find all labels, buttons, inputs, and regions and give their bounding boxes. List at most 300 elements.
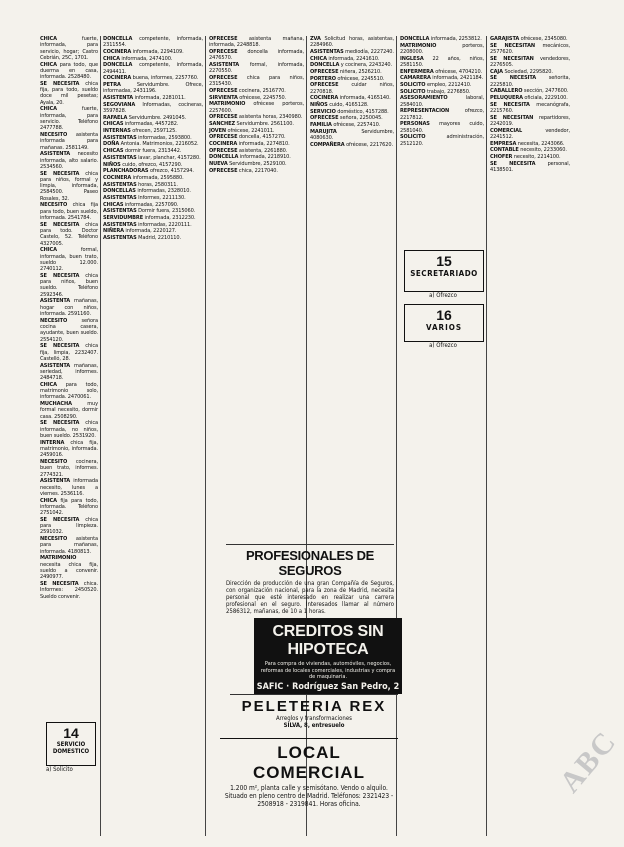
classified-item <box>103 208 203 214</box>
classified-item-text: repartidores, 2242019. <box>490 114 570 127</box>
classified-item-text: necesito informada, alto salario. 2534560. <box>40 151 98 170</box>
classified-item-text: chica informada, no niños, buen sueldo. 2531920. <box>40 420 98 440</box>
classified-item-head: CHICA <box>40 36 57 42</box>
classified-column-1 <box>40 36 98 836</box>
classified-item <box>40 382 98 401</box>
section-subtitle-varios: a) Ofrezco <box>429 342 457 349</box>
classified-item-text: niñera, 2526210. <box>338 69 382 76</box>
classified-item-head: INGLESA <box>400 55 424 62</box>
classified-item <box>310 122 394 128</box>
classified-item <box>103 182 203 188</box>
classified-item-text: doncella informada, 2476570. <box>209 48 304 62</box>
classified-item-head: CAJA <box>490 68 503 75</box>
ad-peleteria-address: SILVA, 8, entresuelo <box>283 722 345 729</box>
classified-item-text: cuido, 4165128. <box>327 102 369 109</box>
classified-item-head: CABALLERO <box>490 88 523 95</box>
classified-item <box>209 161 304 167</box>
classified-item-head: SE NECESITA <box>40 581 79 587</box>
classified-item-head: CONTABLE <box>490 147 519 154</box>
column-rule <box>100 36 101 836</box>
classified-item-head: NIÑOS <box>310 102 328 109</box>
classified-item <box>490 128 570 141</box>
classified-item-head: ZVA <box>310 36 321 42</box>
classified-item-text: Sociedad, 2295820. <box>502 68 553 75</box>
classified-item-head: MARUJITA <box>310 128 337 135</box>
classified-item-text: necesito, 2233060. <box>518 147 567 154</box>
classified-item <box>310 109 394 115</box>
classified-item-head: DOÑA <box>103 141 120 148</box>
classified-item-head: CHICAS <box>103 148 124 155</box>
classified-item <box>310 95 394 101</box>
classified-item-text: chica fija para todo, buen sueldo, informada. 2541784. <box>40 202 98 222</box>
classified-item-text: chica fija, limpia, 2232407. Castelló, 28. <box>40 343 98 362</box>
classified-item-head: NECESITO <box>40 317 68 324</box>
classified-item-text: chica para niños, formal y limpia, informada, 2584500. Paseo Rosales, 32. <box>40 170 98 202</box>
classified-item <box>40 62 98 81</box>
classified-item-head: COMERCIAL <box>490 127 523 134</box>
classified-item <box>40 440 98 459</box>
classified-item-head: GARAJISTA <box>490 36 520 42</box>
classified-item-head: SE NECESITA <box>490 101 530 108</box>
classified-item <box>490 147 570 153</box>
classified-item-text: ofrécese, 2257410. <box>331 122 381 129</box>
classified-item <box>40 318 98 343</box>
ad-seguros-body: Dirección de producción de una gran Compañía de Seguros, con organización nacional, para la zona de Madrid, necesita personal que esté interesado en realizar una carrera profesional en el seguro. Interesados llamar al número 2586312, mañanas, de 10 a 1 horas. <box>226 580 394 615</box>
classified-item <box>40 459 98 478</box>
classified-item-text: mecanógrafa, 2215760. <box>490 101 571 114</box>
classified-item-text: y cocinera, 2243240. <box>339 62 393 69</box>
classified-item-head: NECESITO <box>40 132 68 139</box>
classified-item <box>40 498 98 517</box>
classified-item-head: OFRECESE <box>209 74 238 81</box>
classified-item-text: mecánicos, 2577620. <box>490 42 570 55</box>
classified-item <box>40 517 98 536</box>
classified-item-text: trabajo, 2276850. <box>425 88 471 95</box>
classified-item-text: asistenta informada para mañanas. 2581149. <box>40 132 98 151</box>
classified-item <box>209 88 304 94</box>
classified-item <box>103 56 203 62</box>
classified-item-text: informada, 2312230. <box>143 215 196 221</box>
classified-item <box>490 154 570 160</box>
classified-item <box>40 273 98 298</box>
classified-item-text: ofrezco, 4157294. <box>148 168 194 175</box>
classified-item-text: chica. Informes: 2450520. Sueldo convenir. <box>40 581 98 600</box>
classified-item <box>103 102 203 115</box>
classified-item-head: OFRECESE <box>209 87 238 94</box>
ad-seguros <box>226 544 394 615</box>
classified-item <box>400 108 484 121</box>
section-number: 16 <box>436 307 452 323</box>
classified-item <box>209 141 304 147</box>
classified-item-head: SE NECESITA <box>40 80 80 87</box>
classified-item <box>103 95 203 101</box>
classified-item-text: informada, 2281011. <box>133 95 186 102</box>
classified-item <box>209 114 304 120</box>
classified-item <box>40 202 98 221</box>
classified-item-head: ASISTENTA <box>40 362 71 369</box>
classified-item <box>40 81 98 106</box>
classified-item <box>103 115 203 121</box>
classified-item-head: NECESITO <box>40 459 68 466</box>
classified-item-text: vendedores, 2276505. <box>490 55 570 68</box>
classified-item-head: ASISTENTA <box>40 478 71 485</box>
ad-local-title: LOCAL COMERCIAL <box>253 743 365 782</box>
classified-item <box>103 162 203 168</box>
classified-item-text: fuerte, informada, para servicio, hogar; Castro Cebrián, 25C, 1701. <box>40 36 98 61</box>
classified-item-head: SE NECESITAN <box>490 55 534 62</box>
classified-item-text: fija para todo, informada. Teléfono 2751042. <box>40 497 98 517</box>
classified-item-head: MUCHACHA <box>40 401 72 408</box>
classified-column-5 <box>400 36 484 236</box>
classified-item <box>209 121 304 127</box>
ad-peleteria <box>230 694 398 735</box>
classified-item-head: CHICA <box>310 55 327 62</box>
ad-peleteria-body: Arreglos y transformaciones <box>276 715 352 722</box>
classified-item-head: COCINERA <box>310 95 339 102</box>
classified-item-head: ASISTENTAS <box>103 181 137 188</box>
classified-item-head: PLANCHADORAS <box>103 168 149 175</box>
classified-item-head: SE NECESITAN <box>490 42 535 49</box>
classified-item-head: CHICA <box>40 497 57 504</box>
classified-item <box>103 49 203 55</box>
classified-item <box>209 128 304 134</box>
section-title: SERVICIO DOMESTICO <box>52 741 90 755</box>
classified-item-head: NIÑERA <box>103 228 124 235</box>
ad-creditos: CREDITOS SIN HIPOTECA Para compra de viviendas, automóviles, negocios, reformas de locales comerciales, industrias y compra de maquinaria. SAFIC · Rodríguez San Pedro, 2 <box>254 618 402 694</box>
classified-item-head: NECESITO <box>40 536 68 543</box>
classified-item <box>103 121 203 127</box>
classified-item-text: chica, 2217040. <box>237 167 278 174</box>
classified-item <box>400 82 484 88</box>
classified-item-text: informada, 2421184. <box>430 75 484 82</box>
classified-item <box>310 62 394 68</box>
classified-item <box>40 106 98 131</box>
classified-item <box>103 128 203 134</box>
classified-item-text: informada, 2474100. <box>119 55 173 62</box>
classified-item-text: mañanas, hogar con niños, informada. 2591160. <box>40 298 98 318</box>
classified-item-head: ASISTENTAS <box>103 194 137 201</box>
classified-item-text: asistenta, 2261880. <box>237 147 288 154</box>
classified-item-head: SOLICITO <box>400 134 426 141</box>
classified-item-head: REPRESENTACION <box>400 108 450 115</box>
classified-item-text: informada, 2253812. <box>429 36 482 42</box>
classified-item-text: vendedor, 2241512. <box>490 127 570 140</box>
classified-item-text: formal, informada, 2270550. <box>209 61 304 75</box>
classified-item-head: MATRIMONIO <box>209 101 246 108</box>
classified-item <box>490 95 570 101</box>
classified-item-head: SE NECESITA <box>40 516 80 523</box>
classified-item-head: ASISTENTAS <box>103 221 137 228</box>
classified-item-head: COCINERA <box>103 48 132 55</box>
classified-item <box>400 75 484 81</box>
classified-item-text: ofrécese, 2217620. <box>344 141 393 148</box>
classified-item-text: cocinera, buen trato, informes. 2774321. <box>40 459 98 478</box>
section-title: SECRETARIADO <box>410 269 478 278</box>
classified-item-text: doncella, 4157270. <box>237 134 286 141</box>
classified-item <box>310 102 394 108</box>
classified-item <box>103 228 203 234</box>
classified-item-text: ofrécese, 2245750. <box>237 94 287 101</box>
classified-item-head: NUEVA <box>209 161 228 168</box>
classified-item-head: SE NECESITA <box>490 160 536 167</box>
classified-item-text: chica fija, para todo, sueldo doce mil pesetas; Ayala, 20. <box>40 80 98 106</box>
classified-item-head: SE NECESITA <box>40 170 80 177</box>
classified-item <box>400 43 484 56</box>
classified-item <box>209 36 304 49</box>
classified-item-head: SE NECESITA <box>40 343 80 350</box>
classified-item-head: OFRECESE <box>209 48 238 55</box>
classified-item <box>40 555 98 580</box>
classified-item <box>310 82 394 95</box>
classified-item-text: asistenta mañana, informada, 2248818. <box>209 36 304 49</box>
classified-item-text: competente, informada, 2494411. <box>103 62 203 75</box>
classified-item-head: SEGOVIANA <box>103 101 136 108</box>
classified-item-text: ofrecen, 2597125. <box>130 128 177 135</box>
classified-item-head: SOLICITO <box>400 82 426 89</box>
classified-item <box>310 76 394 82</box>
classified-item-head: CHICAS <box>103 121 124 128</box>
classified-item-head: JOVEN <box>209 127 227 134</box>
classified-item-text: necesita, 2243066. <box>516 140 565 147</box>
classified-item <box>40 420 98 439</box>
ad-creditos-body: Para compra de viviendas, automóviles, negocios, reformas de locales comerciales, industrias y compra de maquinaria. <box>260 661 396 681</box>
classified-item-text: informadas, 2220111. <box>136 221 192 228</box>
classified-item-text: informadas, 4457282. <box>123 121 179 128</box>
classified-item-text: horas, 2580311. <box>136 181 178 188</box>
classified-item-text: informada, 2274810. <box>237 141 290 148</box>
classified-item-text: doméstico, 4157288. <box>335 108 389 115</box>
classified-item <box>103 62 203 75</box>
classified-column-5-continued <box>400 350 484 836</box>
classified-item-head: OFRECESE <box>310 115 339 122</box>
classified-item-text: chica para todo. Doctor Castelo, 52. Teléfono 4327005. <box>40 221 98 247</box>
column-rule <box>205 36 206 836</box>
classified-item-head: SERVIDUMBRE <box>103 215 144 221</box>
classified-item-text: formal, informada, buen trato, sueldo 12.000. 2740112. <box>40 247 98 273</box>
classified-item <box>40 36 98 61</box>
classified-item <box>40 298 98 317</box>
classified-item <box>400 89 484 95</box>
classified-item-head: ASISTENTA <box>40 151 71 158</box>
classified-item <box>103 148 203 154</box>
classified-item-text: informada necesito, lunes a viernes. 2536116. <box>40 478 98 497</box>
classified-item <box>490 115 570 128</box>
classified-item-head: NIÑOS <box>103 161 121 168</box>
classified-item <box>103 36 203 49</box>
classified-item-text: ofrécese porteros, 2257600. <box>209 101 304 114</box>
classified-item-text: chica para niños, buen sueldo. Teléfono 2592346. <box>40 272 98 298</box>
classified-item <box>103 175 203 181</box>
classified-item <box>209 75 304 88</box>
classified-item <box>310 36 394 49</box>
classified-item <box>400 69 484 75</box>
classified-item <box>209 134 304 140</box>
watermark: ABC <box>553 724 624 799</box>
classified-item-head: COCINERA <box>103 75 132 82</box>
classified-item-text: lavar, planchar, 4157280. <box>136 154 201 161</box>
classified-item <box>103 195 203 201</box>
classified-item-head: CHICA <box>40 381 57 388</box>
classified-item-text: ofrécese, 4704210. <box>433 68 483 75</box>
classified-item <box>400 95 484 108</box>
classified-item-head: SE NECESITA <box>40 221 80 228</box>
classified-item-text: competente, informada, 2311554. <box>103 36 203 49</box>
classified-item-head: COCINERA <box>103 174 132 181</box>
section-subtitle-servicio: a) Solicito <box>46 766 73 773</box>
classified-item-head: DONCELLA <box>400 36 430 42</box>
classified-item-head: MATRIMONIO <box>400 42 437 49</box>
classified-item-text: cuidar niños, 2270818. <box>310 82 394 95</box>
classified-item <box>400 134 484 147</box>
classified-item <box>40 171 98 202</box>
classified-item <box>103 168 203 174</box>
classified-item-text: administración, 2512120. <box>400 134 484 147</box>
classified-item <box>310 56 394 62</box>
classified-item <box>310 142 394 148</box>
classified-item <box>40 363 98 382</box>
classified-item-text: asistenta horas, 2340980. <box>237 114 303 121</box>
classified-item-text: porteros, 2208000. <box>400 42 484 55</box>
classified-column-2 <box>103 36 203 541</box>
classified-item-text: Solicitud horas, asistentas, 2284960. <box>310 36 394 49</box>
classified-item-text: Servidumbre, 2529100. <box>227 161 287 168</box>
ad-creditos-title: CREDITOS SIN HIPOTECA <box>272 623 384 658</box>
classified-item <box>310 69 394 75</box>
classified-item <box>490 75 570 88</box>
ad-peleteria-title: PELETERIA REX <box>241 698 387 715</box>
classified-item-head: SE NECESITA <box>40 272 80 279</box>
classified-item-text: chica para niños, 2315430. <box>209 74 304 88</box>
classified-item-head: ASISTENTAS <box>103 208 137 215</box>
classified-item-head: RAFAELA <box>103 114 128 121</box>
classified-item-head: CAMARERA <box>400 75 431 82</box>
classified-item-text: Servidumbre, 4080630. <box>310 128 394 142</box>
classified-item-head: PELUQUERA <box>490 95 523 102</box>
classified-item-head: SE NECESITAN <box>490 114 534 121</box>
classified-item-head: CHICA <box>40 106 57 113</box>
classified-item-head: ASISTENTA <box>40 298 71 305</box>
classified-item <box>209 95 304 101</box>
classified-item <box>40 247 98 272</box>
classified-item-head: ASISTENTA <box>103 95 134 102</box>
classified-item-head: DONCELLA <box>209 154 239 161</box>
classified-item <box>209 154 304 160</box>
classified-item-text: necesito, 2214100. <box>512 154 561 161</box>
classified-item-text: oficiala, 2229100. <box>522 95 568 102</box>
classified-item-text: Servidumbre. Ofrece, informadas, 2431196. <box>103 82 203 95</box>
ad-seguros-title: PROFESIONALES DE SEGUROS <box>245 548 375 578</box>
classified-item <box>103 82 203 95</box>
classified-item-head: SOLICITO <box>400 88 426 95</box>
classified-item-head: CHICA <box>40 61 57 68</box>
classified-item-text: dormir fuera, 2313442. <box>123 148 182 155</box>
classified-item-head: ASISTENTA <box>209 61 240 68</box>
classified-item-text: ofrécese, 2345080. <box>519 36 568 42</box>
classified-item-text: informadas, 2593800. <box>136 134 192 141</box>
classified-item-text: chica fija, matrimonio, informada. 2459016. <box>40 439 98 459</box>
section-subtitle-secretariado: a) Ofrezco <box>429 292 457 299</box>
classified-item-head: SANCHEZ <box>209 120 236 127</box>
classified-item-head: ASISTENTAS <box>103 134 137 141</box>
classified-item-head: SERVICIO <box>310 108 336 115</box>
classified-item-head: DONCELLA <box>310 62 340 69</box>
classified-item <box>40 343 98 362</box>
section-box-servicio <box>46 722 96 766</box>
classified-item <box>40 151 98 170</box>
classified-item-head: PORTERO <box>310 75 336 82</box>
classified-item-text: señora, 2250045. <box>338 115 383 122</box>
classified-item <box>490 56 570 69</box>
section-box-varios <box>404 304 484 342</box>
classified-item <box>490 88 570 94</box>
classified-item-text: asistenta para mañanas, informada. 4180813. <box>40 536 98 555</box>
classified-item-text: informada, 2595880. <box>131 174 184 181</box>
classified-item-text: Antonia. Matrimonios, 2216052. <box>119 141 199 148</box>
classified-item <box>490 141 570 147</box>
classified-item-head: CHICA <box>103 55 120 62</box>
ad-creditos-firm: SAFIC <box>256 681 284 692</box>
ad-creditos-address: Rodríguez San Pedro, 2 <box>292 681 400 692</box>
classified-item-head: EMPRESA <box>490 140 517 147</box>
classified-item <box>40 536 98 555</box>
classified-column-4 <box>310 36 394 536</box>
column-rule <box>486 36 487 836</box>
classified-item-text: sección, 2477600. <box>522 88 569 95</box>
classified-item-text: 22 años, niños, 2581150. <box>400 55 484 68</box>
classified-item-head: PERSONAS <box>400 121 430 128</box>
classified-item-text: mañanas, seriedad, informes. 2484718. <box>40 362 98 382</box>
classified-item <box>103 215 203 221</box>
classified-item-text: mayores cuido, 2581040. <box>400 121 484 134</box>
classified-item-head: ASESORAMIENTO <box>400 95 448 102</box>
classified-item <box>209 101 304 114</box>
classified-item <box>209 62 304 75</box>
classified-item <box>103 155 203 161</box>
classified-item <box>400 36 484 42</box>
classified-item-text: informadas, 2257090. <box>123 201 179 208</box>
classified-item-text: Madrid, 2210110. <box>136 235 182 242</box>
classified-item-text: informadas, 2328010. <box>135 188 191 195</box>
classified-item-head: ENFERMERA <box>400 68 434 75</box>
classified-item-head: PETRA <box>103 82 121 89</box>
classified-item-head: OFRECESE <box>209 134 238 141</box>
classified-item <box>40 401 98 420</box>
classified-column-6 <box>490 36 570 836</box>
classified-item-text: ofrécese, 2245510. <box>335 75 385 82</box>
classified-item <box>209 168 304 174</box>
classified-item <box>103 75 203 81</box>
classified-item-text: necesita chica fija, sueldo a convenir. 2490977. <box>40 561 98 581</box>
classified-item-text: informada, 2218910. <box>238 154 291 161</box>
classified-item-head: ASISTENTAS <box>103 235 137 242</box>
section-title: VARIOS <box>425 323 463 332</box>
classified-item <box>490 36 570 42</box>
classified-item-head: COMPAÑERA <box>310 141 345 148</box>
classified-item-head: DONCELLA <box>103 36 133 42</box>
classified-item-head: OFRECESE <box>209 114 238 121</box>
classified-item <box>40 222 98 247</box>
classified-item-text: ofrécese, 2241011. <box>226 127 275 134</box>
classified-item-head: OFRECESE <box>209 36 238 42</box>
classified-item-text: señorita, 2225810. <box>490 75 570 88</box>
classified-item-text: cuido, ofrezco, 4157290. <box>120 161 183 168</box>
classified-item <box>209 148 304 154</box>
classified-item-head: SE NECESITA <box>40 420 80 427</box>
classified-item-text: empleo, 2212410. <box>425 82 472 89</box>
classified-item-head: SIRVIENTA <box>209 94 238 101</box>
classified-item-text: Informadas, cocineras, 3597828. <box>103 101 203 114</box>
classified-item <box>490 43 570 56</box>
